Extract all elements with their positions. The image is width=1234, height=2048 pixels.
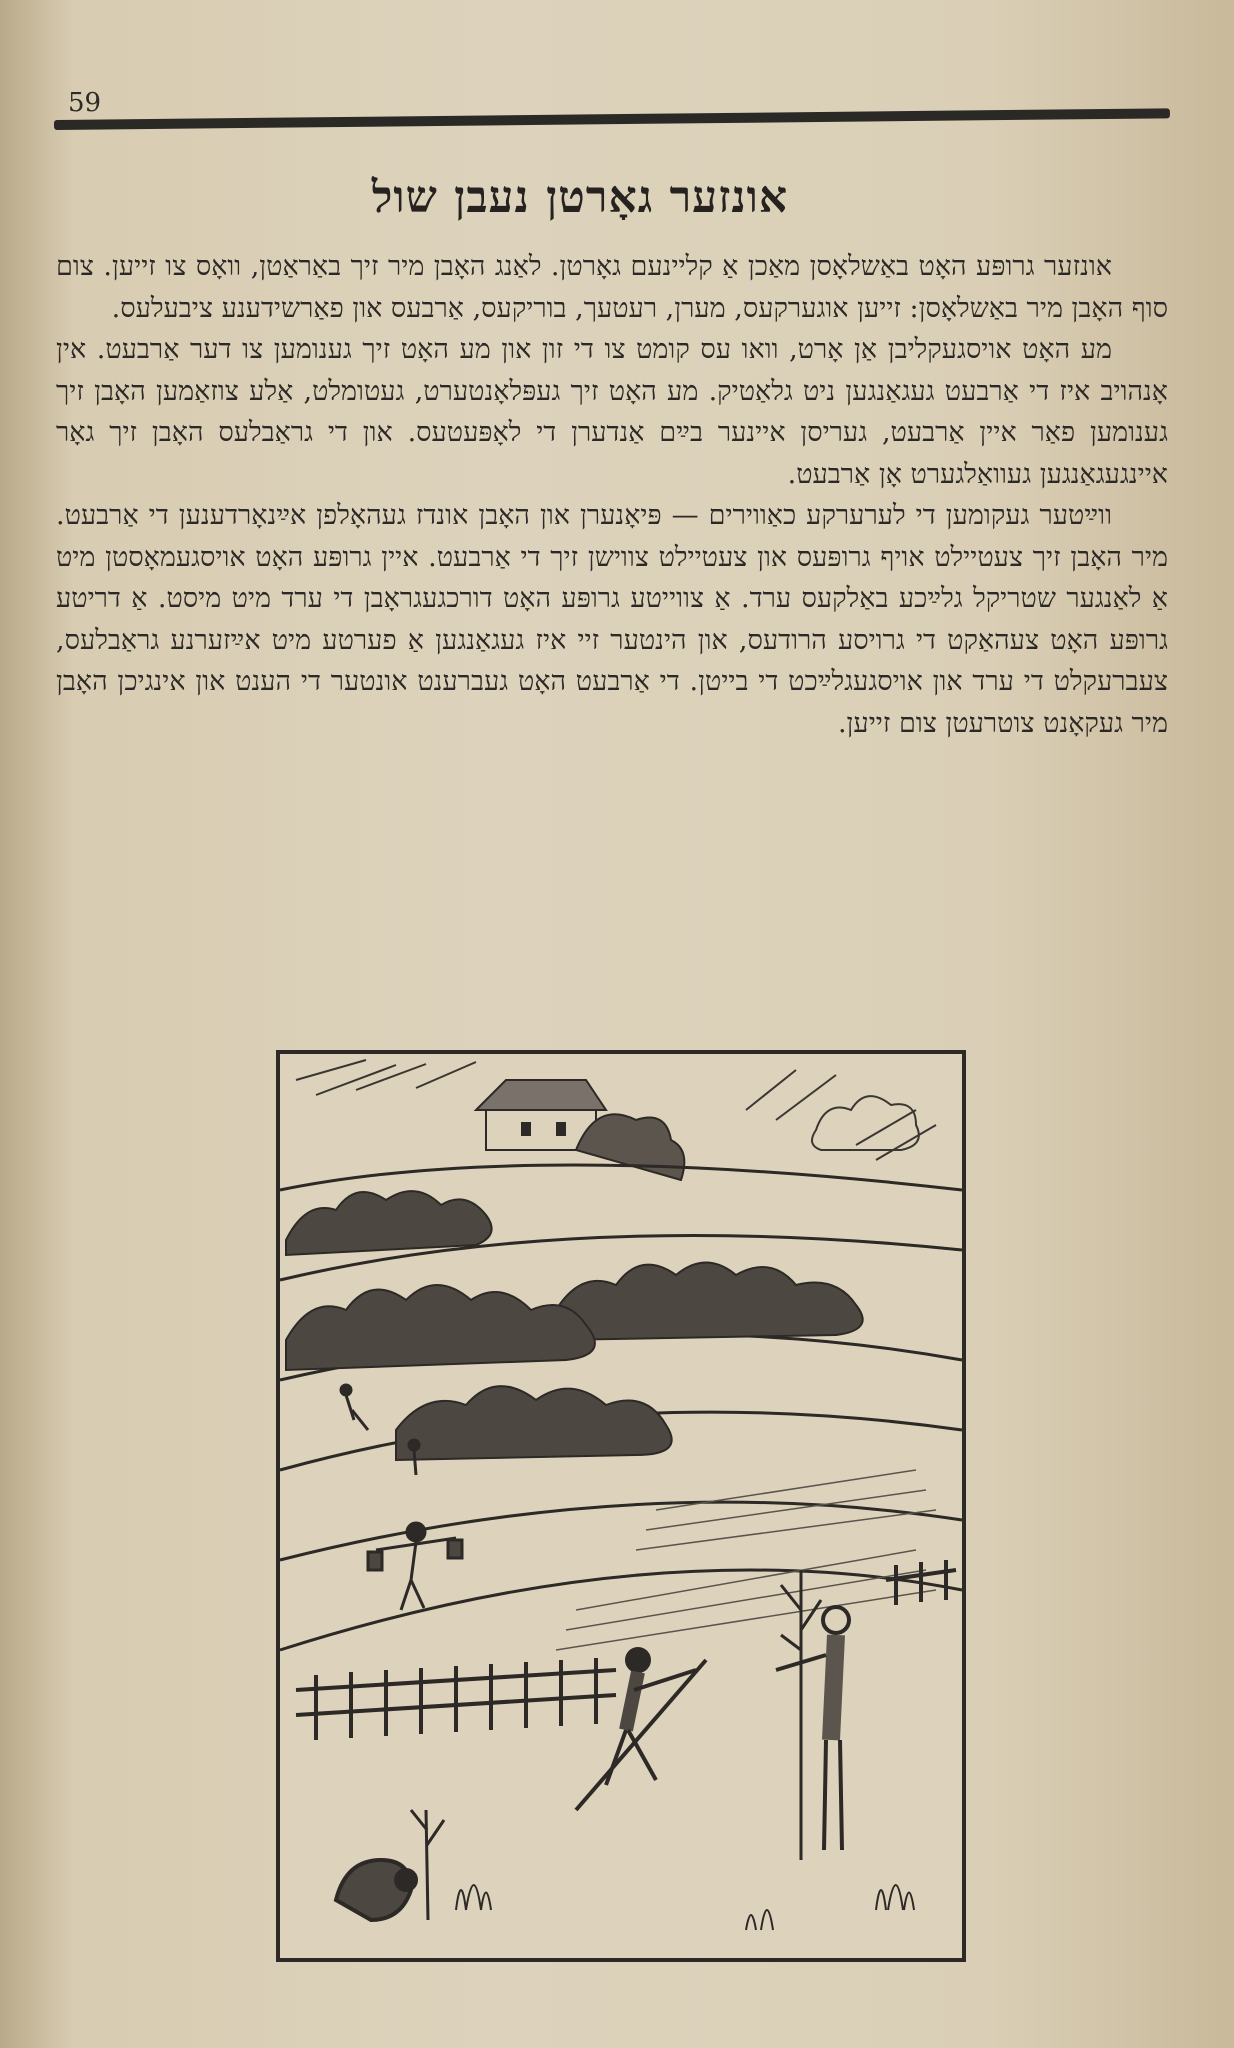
page-number: 59 <box>68 88 102 118</box>
garden-illustration-svg <box>276 1050 966 1962</box>
article-body <box>56 246 1168 744</box>
paragraph-1: אונזער גרופּע האָט באַשלאָסן מאַכן אַ קליינעם גאָרטן. לאַנג האָבן מיר זיך באַראַטן, וואָס צו זייען. צום סוף האָבן מיר באַשלאָסן: זייען אוגערקעס, מערן, רעטעך, בוריקעס, אַרבעס און פאַרשידענע ציבעלעס. <box>56 251 1168 324</box>
header-rule <box>54 108 1170 130</box>
garden-illustration <box>276 1050 966 1962</box>
page-title: אונזער גאָרטן נעבן שול <box>371 172 789 223</box>
paragraph-3: ווײַטער געקומען די לערערקע כאַווירים — פּיאָנערן און האָבן אונדז געהאָלפן אײַנאָרדענען די אַרבעט. מיר האָבן זיך צעטיילט אויף גרופּעס און צעטיילט צווישן זיך די אַרבעט. איין גרופּע האָט אויסגעמאָסטן מיט אַ לאַנגער שטריקל גלײַכע באַלקעס ערד. אַ צווייטע גרופּע האָט דורכגעגראָבן די ערד מיט מיסט. אַ דריטע גרופּע האָט צעהאַקט די גרויסע הרודעס, און הינטער זיי איז געגאַנגען אַ פערטע מיט אײַזערנע גראַבלעס, צעברעקלט די ערד און אויסגעגלײַכט די בייטן. די אַרבעט האָט געברענט אונטער די הענט און אינגיכן האָבן מיר געקאָנט צוטרעטן צום זייען. <box>56 500 1168 739</box>
paragraph-2: מע האָט אויסגעקליבן אַן אָרט, וואו עס קומט צו די זון און מע האָט זיך גענומען צו דער אַרבעט. אין אָנהויב איז די אַרבעט געגאַנגען ניט גלאַטיק. מע האָט זיך געפּלאָנטערט, געטומלט, אַלע צוזאַמען האָבן זיך גענומען פאַר איין אַרבעט, געריסן איינער בײַם אַנדערן די לאָפּעטעס. און די גראַבלעס האָבן זיך גאָר איינגעגאַנגען געוואַלגערט אָן אַרבעט. <box>56 334 1168 490</box>
